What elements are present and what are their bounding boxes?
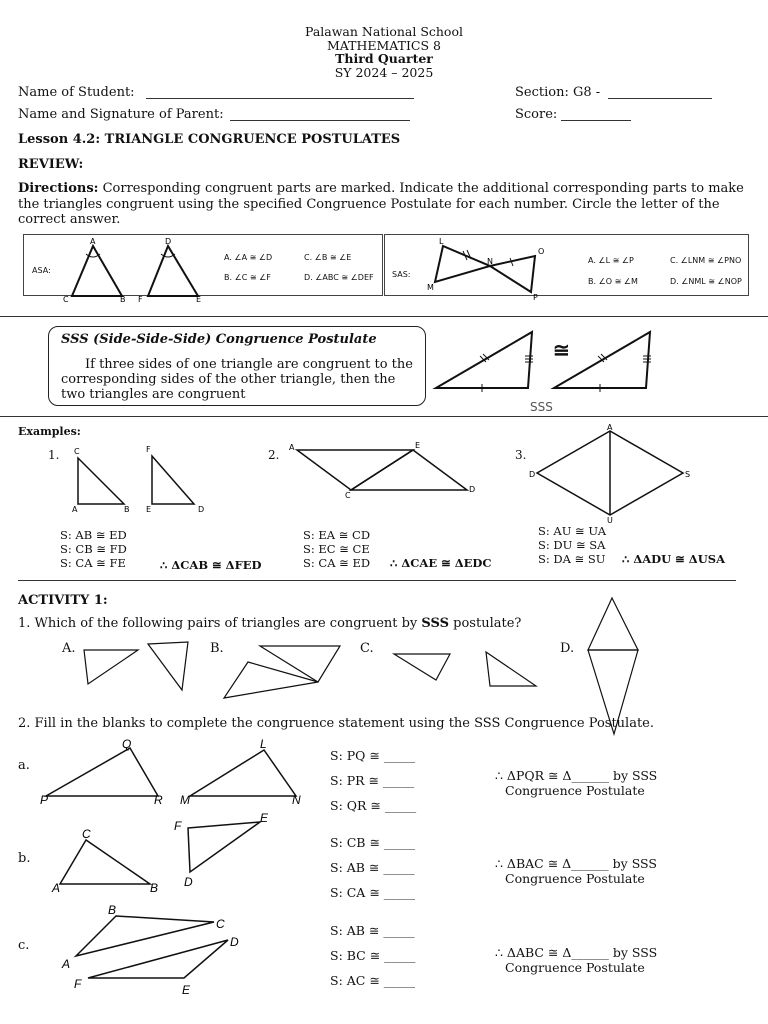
item-c-conclusion[interactable] xyxy=(495,945,657,975)
example-2-statements xyxy=(303,528,370,570)
question-1 xyxy=(18,616,521,631)
example-3-rhombus xyxy=(525,425,695,523)
divider xyxy=(0,416,768,417)
question-1-text: 1. Which of the following pairs of triangles are congruent by xyxy=(18,616,422,631)
svg-text:D: D xyxy=(198,505,205,514)
activity-title: ACTIVITY 1: xyxy=(18,593,108,608)
asa-option-c[interactable]: C. ∠B ≅ ∠E xyxy=(304,253,352,262)
directions-label: Directions: xyxy=(18,181,99,196)
svg-text:P: P xyxy=(533,293,538,302)
question-1-end: postulate? xyxy=(449,616,522,631)
example-2-number: 2. xyxy=(268,448,280,462)
svg-text:A: A xyxy=(289,443,295,452)
item-b-conclusion[interactable] xyxy=(495,856,657,886)
svg-text:N: N xyxy=(292,793,301,807)
divider xyxy=(0,316,768,317)
example-2-s2: S: EC ≅ CE xyxy=(303,542,370,556)
item-c-triangles xyxy=(56,902,256,998)
example-1-s1: S: AB ≅ ED xyxy=(60,528,127,542)
example-3-s3: S: DA ≅ SU xyxy=(538,552,606,566)
item-c-s2[interactable]: S: BC ≅ _____ xyxy=(330,948,416,963)
sas-option-a[interactable]: A. ∠L ≅ ∠P xyxy=(588,256,634,265)
choice-d[interactable]: D. xyxy=(560,641,575,656)
sas-option-c[interactable]: C. ∠LNM ≅ ∠PNO xyxy=(670,256,742,265)
example-1-number: 1. xyxy=(48,448,60,462)
example-1-triangles xyxy=(60,440,210,515)
svg-text:C: C xyxy=(82,827,91,841)
choice-c[interactable]: C. xyxy=(360,641,374,656)
svg-text:D: D xyxy=(184,875,193,889)
choice-b[interactable]: B. xyxy=(210,641,224,656)
svg-text:D: D xyxy=(529,470,536,479)
item-c-letter: c. xyxy=(18,938,30,953)
svg-text:N: N xyxy=(487,257,493,266)
school-year: SY 2024 – 2025 xyxy=(334,65,434,80)
example-2-conclusion: ∴ ΔCAE ≅ ΔEDC xyxy=(390,556,492,570)
example-3-number: 3. xyxy=(515,448,527,462)
item-b-s2[interactable]: S: AB ≅ _____ xyxy=(330,860,415,875)
divider xyxy=(18,580,736,581)
svg-text:D: D xyxy=(469,485,476,494)
svg-text:M: M xyxy=(427,283,434,292)
item-b-statements xyxy=(330,830,415,905)
sas-triangles xyxy=(425,238,555,300)
item-a-s1[interactable]: S: PQ ≅ _____ xyxy=(330,748,416,763)
svg-text:L: L xyxy=(439,237,444,246)
question-1-sss: SSS xyxy=(421,616,450,631)
svg-text:D: D xyxy=(165,237,172,246)
svg-text:A: A xyxy=(52,881,61,895)
example-3-conclusion: ∴ ΔADU ≅ ΔUSA xyxy=(622,552,725,566)
subject: MATHEMATICS 8 xyxy=(327,38,441,53)
question-2: 2. Fill in the blanks to complete the congruence statement using the SSS Congruence Postulate. xyxy=(18,716,655,731)
item-c-s3[interactable]: S: AC ≅ _____ xyxy=(330,973,416,988)
svg-text:S: S xyxy=(685,470,691,479)
svg-text:B: B xyxy=(124,505,130,514)
example-2-figure xyxy=(285,440,485,500)
parent-signature-line[interactable] xyxy=(230,120,410,121)
example-1-s2: S: CB ≅ FD xyxy=(60,542,127,556)
item-b-triangles xyxy=(50,812,290,894)
item-c-concl-line1: ∴ ΔABC ≅ Δ______ by SSS xyxy=(495,945,658,960)
example-3-s1: S: AU ≅ UA xyxy=(538,524,606,538)
svg-text:L: L xyxy=(260,737,267,751)
asa-option-b[interactable]: B. ∠C ≅ ∠F xyxy=(224,273,271,282)
svg-text:C: C xyxy=(74,447,80,456)
item-b-s3[interactable]: S: CA ≅ _____ xyxy=(330,885,416,900)
lesson-title: Lesson 4.2: TRIANGLE CONGRUENCE POSTULATES xyxy=(18,132,401,147)
sss-definition-box xyxy=(48,326,426,406)
svg-text:C: C xyxy=(345,491,351,500)
choice-b-triangles xyxy=(220,640,365,704)
item-b-s1[interactable]: S: CB ≅ _____ xyxy=(330,835,416,850)
svg-text:P: P xyxy=(40,793,49,807)
example-1-statements xyxy=(60,528,127,570)
example-2-s3: S: CA ≅ ED xyxy=(303,556,371,570)
congruent-symbol: ≅ xyxy=(553,338,570,362)
svg-text:R: R xyxy=(154,793,163,807)
sss-title: SSS (Side-Side-Side) Congruence Postulate xyxy=(61,332,377,347)
directions-text: Corresponding congruent parts are marked. Indicate the additional corresponding parts to make the triangles congruent using the specified Congruence Postulate for each number. Circle the letter of the correct answer. xyxy=(18,181,744,227)
svg-text:O: O xyxy=(538,247,545,256)
item-c-s1[interactable]: S: AB ≅ _____ xyxy=(330,923,415,938)
item-a-letter: a. xyxy=(18,758,30,773)
svg-text:Q: Q xyxy=(122,737,132,751)
item-a-concl-line2: Congruence Postulate xyxy=(505,783,645,798)
choice-a-triangles xyxy=(80,640,195,692)
item-b-concl-line2: Congruence Postulate xyxy=(505,871,645,886)
item-a-statements xyxy=(330,743,416,818)
svg-text:U: U xyxy=(607,516,613,525)
school-name: Palawan National School xyxy=(304,24,463,39)
parent-label: Name and Signature of Parent: xyxy=(18,107,224,122)
student-label: Name of Student: xyxy=(18,85,135,100)
svg-text:B: B xyxy=(150,881,159,895)
svg-text:B: B xyxy=(108,903,117,917)
svg-text:F: F xyxy=(138,295,143,304)
svg-text:E: E xyxy=(196,295,202,304)
review-heading: REVIEW: xyxy=(18,157,84,172)
svg-text:E: E xyxy=(182,983,191,997)
svg-text:A: A xyxy=(72,505,78,514)
asa-option-d[interactable]: D. ∠ABC ≅ ∠DEF xyxy=(304,273,374,282)
svg-text:F: F xyxy=(174,819,182,833)
choice-c-triangles xyxy=(380,640,560,698)
asa-triangles xyxy=(60,236,210,306)
svg-text:E: E xyxy=(415,441,421,450)
item-a-s3[interactable]: S: QR ≅ _____ xyxy=(330,798,417,813)
sas-option-d[interactable]: D. ∠NML ≅ ∠NOP xyxy=(670,277,742,286)
svg-text:A: A xyxy=(62,957,71,971)
sas-label: SAS: xyxy=(392,270,411,279)
choice-a[interactable]: A. xyxy=(62,641,76,656)
item-c-statements xyxy=(330,918,415,993)
section-label: Section: G8 - xyxy=(515,85,601,100)
item-a-triangles xyxy=(40,738,310,808)
example-3-statements xyxy=(538,524,606,566)
asa-label: ASA: xyxy=(32,266,51,275)
directions xyxy=(18,181,753,228)
example-3-s2: S: DU ≅ SA xyxy=(538,538,606,552)
item-b-concl-line1: ∴ ΔBAC ≅ Δ______ by SSS xyxy=(495,856,657,871)
svg-text:A: A xyxy=(607,423,613,432)
svg-text:C: C xyxy=(63,295,69,304)
item-c-concl-line2: Congruence Postulate xyxy=(505,960,645,975)
score-label: Score: xyxy=(515,107,558,122)
sas-option-b[interactable]: B. ∠O ≅ ∠M xyxy=(588,277,638,286)
student-name-line[interactable] xyxy=(146,98,414,99)
asa-option-a[interactable]: A. ∠A ≅ ∠D xyxy=(224,253,273,262)
svg-text:A: A xyxy=(90,237,96,246)
score-line[interactable] xyxy=(561,120,631,121)
item-a-conclusion[interactable] xyxy=(495,768,657,798)
quarter: Third Quarter xyxy=(335,51,433,66)
item-a-concl-line1: ∴ ΔPQR ≅ Δ______ by SSS xyxy=(495,768,658,783)
example-2-s1: S: EA ≅ CD xyxy=(303,528,371,542)
svg-text:E: E xyxy=(146,505,152,514)
svg-text:M: M xyxy=(180,793,190,807)
svg-text:B: B xyxy=(120,295,126,304)
example-1-s3: S: CA ≅ FE xyxy=(60,556,126,570)
sss-caption: SSS xyxy=(530,400,553,414)
svg-text:F: F xyxy=(146,445,151,454)
item-a-s2[interactable]: S: PR ≅ _____ xyxy=(330,773,415,788)
svg-text:F: F xyxy=(74,977,82,991)
example-1-conclusion: ∴ ΔCAB ≅ ΔFED xyxy=(160,558,262,572)
svg-text:D: D xyxy=(230,935,239,949)
sss-body: If three sides of one triangle are congruent to the corresponding sides of the other triangle, then the two triangles are congruent xyxy=(61,357,413,402)
section-line[interactable] xyxy=(608,98,712,99)
svg-text:C: C xyxy=(216,917,225,931)
svg-text:E: E xyxy=(260,811,269,825)
item-b-letter: b. xyxy=(18,851,31,866)
examples-heading: Examples: xyxy=(18,425,81,438)
